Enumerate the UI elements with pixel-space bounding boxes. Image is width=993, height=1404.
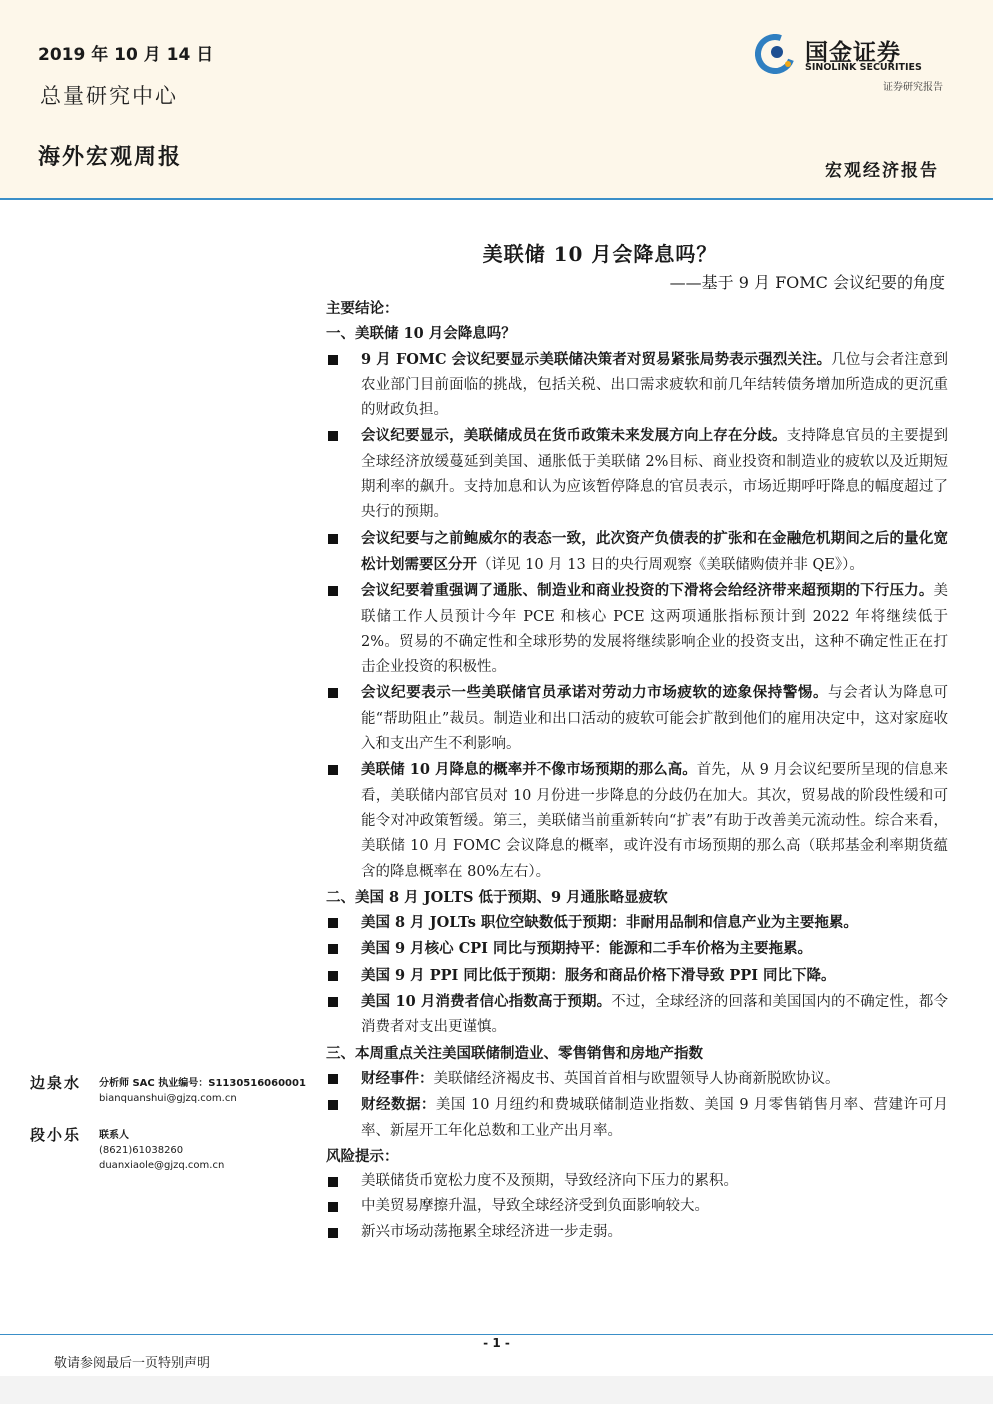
list-item xyxy=(326,936,948,962)
company-logo xyxy=(755,34,943,74)
logo-subtitle: 证券研究报告 xyxy=(883,82,943,93)
item-text: 支持降息官员的主要提到全球经济放缓蔓延到美国、通胀低于美联储 2%目标、商业投资和制造业的疲软以及近期短期利率的飙升。支持加息和认为应该暂停降息的官员表示，市场近期呼吁降息的幅度超过了央行的预期。 xyxy=(361,428,948,521)
risk-item: 新兴市场动荡拖累全球经济进一步走弱。 xyxy=(326,1220,948,1245)
author-name: 边泉水 xyxy=(30,1074,82,1092)
risk-item: 美联储货币宽松力度不及预期，导致经济向下压力的累积。 xyxy=(326,1169,948,1194)
logo-mark-icon xyxy=(755,34,799,74)
item-text: （详见 10 月 13 日的央行周观察《美联储购债并非 QE》）。 xyxy=(477,556,864,573)
report-title: 美联储 10 月会降息吗？ xyxy=(482,242,718,266)
disclaimer-note: 敬请参阅最后一页特别声明 xyxy=(54,1356,211,1371)
author-entry xyxy=(30,1072,315,1124)
list-item xyxy=(326,578,948,680)
item-bold: 会议纪要表示一些美联储官员承诺对劳动力市场疲软的迹象保持警惕。 xyxy=(361,684,829,702)
logo-text-cn: 国金证券 xyxy=(805,40,901,66)
author-block xyxy=(30,1072,315,1176)
author-info xyxy=(99,1128,224,1173)
section-3-title: 三、本周重点关注美国联储制造业、零售销售和房地产指数 xyxy=(326,1044,703,1062)
item-text: 美国 10 月纽约和费城联储制造业指数、美国 9 月零售销售月率、营建许可月率、新屋开工年化总数和工业产出月率。 xyxy=(361,1097,948,1139)
list-item xyxy=(326,989,948,1041)
author-name: 段小乐 xyxy=(30,1126,82,1144)
report-type: 宏观经济报告 xyxy=(825,161,939,181)
main-content xyxy=(326,296,948,1245)
page-number: - 1 - xyxy=(483,1336,510,1350)
item-text: 美联储工作人员预计今年 PCE 和核心 PCE 这两项通胀指标预计到 2022 年将继续低于 2%。贸易的不确定性和全球形势的发展将继续影响企业的投资支出，这种不确定性正在打击企业投资的积极性。 xyxy=(361,583,948,676)
report-subtitle: ——基于 9 月 FOMC 会议纪要的角度 xyxy=(669,273,945,292)
item-bold: 美国 10 月消费者信心指数高于预期。 xyxy=(361,993,612,1011)
item-bold: 美国 9 月核心 CPI 同比与预期持平：能源和二手车价格为主要拖累。 xyxy=(361,940,813,958)
footer-rule xyxy=(0,1334,993,1335)
item-text: 首先，从 9 月会议纪要所呈现的信息来看，美联储内部官员对 10 月份进一步降息的分歧仍在加大。其次，贸易战的阶段性缓和可能令对冲政策暂缓。第三，美联储当前重新转向“扩表”有助于改善美元流动性。综合来看，美联储 10 月 FOMC 会议降息的概率，或许没有市场预期的那么高（联邦基金利率期货蕴含的降息概率在 80%左右）。 xyxy=(361,762,948,880)
item-text: 与会者认为降息可能“帮助阻止”裁员。制造业和出口活动的疲软可能会扩散到他们的雇用决定中，这对家庭收入和支出产生不利影响。 xyxy=(361,685,949,753)
risk-item: 中美贸易摩擦升温，导致全球经济受到负面影响较大。 xyxy=(326,1194,948,1219)
item-bold: 9 月 FOMC 会议纪要显示美联储决策者对贸易紧张局势表示强烈关注。 xyxy=(361,350,832,368)
risk-heading: 风险提示： xyxy=(326,1147,399,1165)
author-entry xyxy=(30,1124,315,1176)
item-bold: 会议纪要着重强调了通胀、制造业和商业投资的下滑将会给经济带来超预期的下行压力。 xyxy=(361,582,934,600)
list-item xyxy=(326,1066,948,1092)
item-text: 不过，全球经济的回落和美国国内的不确定性，都令消费者对支出更谨慎。 xyxy=(361,994,948,1036)
list-item xyxy=(326,1092,948,1144)
list-item xyxy=(326,757,948,884)
list-item xyxy=(326,423,948,525)
section-2-title: 二、美国 8 月 JOLTS 低于预期、9 月通胀略显疲软 xyxy=(326,888,668,906)
item-bold: 财经数据： xyxy=(361,1096,436,1114)
author-sac-number: S1130516060001 xyxy=(208,1078,306,1089)
item-bold: 美联储 10 月降息的概率并不像市场预期的那么高。 xyxy=(361,761,697,779)
section-1-title: 一、美联储 10 月会降息吗？ xyxy=(326,325,516,343)
list-item xyxy=(326,680,948,757)
item-bold: 财经事件： xyxy=(361,1069,434,1087)
author-title: 联系人 xyxy=(99,1130,129,1141)
list-item xyxy=(326,963,948,989)
author-email[interactable]: bianquanshui@gjzq.com.cn xyxy=(99,1093,237,1104)
author-info xyxy=(99,1076,306,1106)
department-name: 总量研究中心 xyxy=(40,84,178,108)
author-phone: (8621)61038260 xyxy=(99,1145,184,1156)
report-date: 2019 年 10 月 14 日 xyxy=(38,45,214,65)
bottom-band xyxy=(0,1376,993,1404)
item-bold: 会议纪要与之前鲍威尔的表态一致，此次资产负债表的扩张和在金融危机期间之后的量化宽松计划需要区分开 xyxy=(361,529,948,573)
item-bold: 会议纪要显示，美联储成员在货币政策未来发展方向上存在分歧。 xyxy=(361,427,787,445)
item-text: 几位与会者注意到农业部门目前面临的挑战，包括关税、出口需求疲软和前几年结转债务增加所造成的更沉重的财政负担。 xyxy=(361,351,949,419)
conclusions-heading: 主要结论： xyxy=(326,300,399,317)
report-series: 海外宏观周报 xyxy=(38,144,183,170)
author-title: 分析师 SAC 执业编号： xyxy=(99,1078,209,1089)
item-bold: 美国 9 月 PPI 同比低于预期：服务和商品价格下滑导致 PPI 同比下降。 xyxy=(361,966,836,984)
list-item xyxy=(326,910,948,936)
item-bold: 美国 8 月 JOLTs 职位空缺数低于预期：非耐用品制和信息产业为主要拖累。 xyxy=(361,914,858,932)
logo-text-en: SINOLINK SECURITIES xyxy=(805,62,922,73)
list-item xyxy=(326,347,948,424)
author-email[interactable]: duanxiaole@gjzq.com.cn xyxy=(99,1160,225,1171)
item-text: 美联储经济褐皮书、英国首首相与欧盟领导人协商新脱欧协议。 xyxy=(433,1070,840,1087)
header-rule xyxy=(0,198,993,200)
list-item xyxy=(326,526,948,579)
